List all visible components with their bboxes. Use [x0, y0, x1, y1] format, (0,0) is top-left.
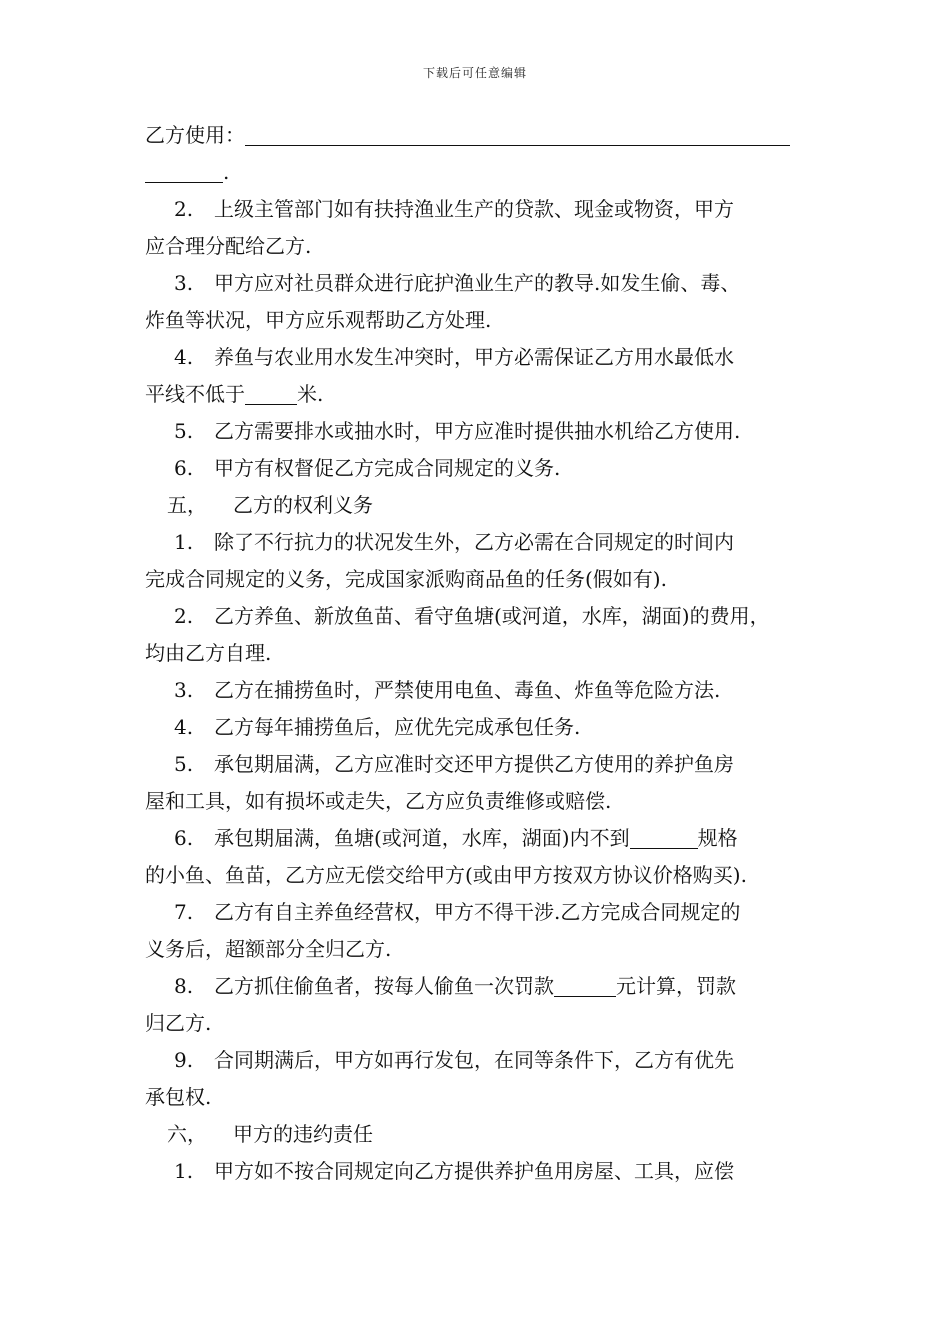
line-party-b-use	[145, 117, 810, 154]
clause-text: 乙方需要排水或抽水时，甲方应准时提供抽水机给乙方使用.	[214, 419, 741, 443]
clause-5-9-cont: 承包权.	[145, 1085, 212, 1109]
clause-text: 米.	[297, 382, 324, 406]
clause-text: 乙方每年捕捞鱼后，应优先完成承包任务.	[214, 715, 581, 739]
clause-text: 承包期届满，乙方应准时交还甲方提供乙方使用的养护鱼房	[214, 752, 734, 776]
clause-5-2	[145, 598, 810, 635]
section-title: 甲方的违约责任	[233, 1122, 373, 1146]
clause-5-7-cont: 义务后，超额部分全归乙方.	[145, 937, 392, 961]
section-number: 六，	[167, 1122, 207, 1146]
blank-field	[145, 160, 223, 183]
blank-field	[245, 123, 790, 146]
clause-5-7	[145, 894, 810, 931]
clause-4-5	[145, 413, 810, 450]
clause-text: 甲方应对社员群众进行庇护渔业生产的教导.如发生偷、毒、	[214, 271, 741, 295]
clause-number: 3.	[174, 678, 194, 702]
clause-5-1	[145, 524, 810, 561]
section-number: 五，	[167, 493, 207, 517]
clause-5-8	[145, 968, 810, 1005]
page-header: 下载后可任意编辑	[422, 66, 527, 80]
clause-5-8-cont: 归乙方.	[145, 1011, 212, 1035]
clause-5-2-cont: 均由乙方自理.	[145, 641, 272, 665]
clause-text: 规格	[697, 826, 738, 850]
section-6-heading	[145, 1116, 810, 1153]
clause-text: 甲方如不按合同规定向乙方提供养护鱼用房屋、工具，应偿	[214, 1159, 734, 1183]
line-blank-continuation	[145, 154, 810, 191]
clause-number: 4.	[174, 345, 194, 369]
clause-5-5	[145, 746, 810, 783]
clause-text: 承包期届满，鱼塘(或河道，水库，湖面)内不到	[214, 826, 630, 850]
clause-4-3	[145, 265, 810, 302]
party-b-use-label: 乙方使用：	[145, 123, 245, 147]
clause-4-4	[145, 339, 810, 376]
clause-5-3	[145, 672, 810, 709]
clause-number: 2.	[174, 197, 194, 221]
clause-number: 1.	[174, 1159, 194, 1183]
clause-text: 除了不行抗力的状况发生外，乙方必需在合同规定的时间内	[214, 530, 734, 554]
clause-5-6	[145, 820, 810, 857]
clause-4-4-cont	[145, 376, 810, 413]
clause-text: 乙方有自主养鱼经营权，甲方不得干涉.乙方完成合同规定的	[214, 900, 741, 924]
clause-4-2-cont: 应合理分配给乙方.	[145, 234, 312, 258]
period: .	[223, 160, 230, 184]
clause-number: 6.	[174, 456, 194, 480]
clause-number: 5.	[174, 752, 194, 776]
clause-number: 2.	[174, 604, 194, 628]
clause-text: 元计算，罚款	[616, 974, 736, 998]
clause-4-3-cont: 炸鱼等状况，甲方应乐观帮助乙方处理.	[145, 308, 492, 332]
clause-text: 养鱼与农业用水发生冲突时，甲方必需保证乙方用水最低水	[214, 345, 734, 369]
section-5-heading	[145, 487, 810, 524]
clause-number: 5.	[174, 419, 194, 443]
clause-number: 9.	[174, 1048, 194, 1072]
clause-number: 7.	[174, 900, 194, 924]
clause-5-9	[145, 1042, 810, 1079]
blank-field	[554, 974, 616, 997]
clause-number: 6.	[174, 826, 194, 850]
clause-4-6	[145, 450, 810, 487]
clause-number: 1.	[174, 530, 194, 554]
clause-text: 平线不低于	[145, 382, 245, 406]
clause-number: 4.	[174, 715, 194, 739]
clause-text: 乙方抓住偷鱼者，按每人偷鱼一次罚款	[214, 974, 554, 998]
blank-field	[630, 826, 698, 849]
clause-4-2	[145, 191, 810, 228]
clause-5-6-cont: 的小鱼、鱼苗，乙方应无偿交给甲方(或由甲方按双方协议价格购买).	[145, 863, 747, 887]
clause-number: 3.	[174, 271, 194, 295]
clause-5-1-cont: 完成合同规定的义务，完成国家派购商品鱼的任务(假如有).	[145, 567, 667, 591]
clause-number: 8.	[174, 974, 194, 998]
clause-5-5-cont: 屋和工具，如有损坏或走失，乙方应负责维修或赔偿.	[145, 789, 612, 813]
clause-text: 乙方在捕捞鱼时，严禁使用电鱼、毒鱼、炸鱼等危险方法.	[214, 678, 721, 702]
clause-text: 甲方有权督促乙方完成合同规定的义务.	[214, 456, 561, 480]
clause-5-4	[145, 709, 810, 746]
section-title: 乙方的权利义务	[233, 493, 373, 517]
document-body	[145, 117, 810, 1190]
clause-text: 上级主管部门如有扶持渔业生产的贷款、现金或物资，甲方	[214, 197, 734, 221]
clause-6-1	[145, 1153, 810, 1190]
clause-text: 合同期满后，甲方如再行发包，在同等条件下，乙方有优先	[214, 1048, 734, 1072]
clause-text: 乙方养鱼、新放鱼苗、看守鱼塘(或河道，水库，湖面)的费用，	[214, 604, 770, 628]
blank-field	[245, 382, 297, 405]
